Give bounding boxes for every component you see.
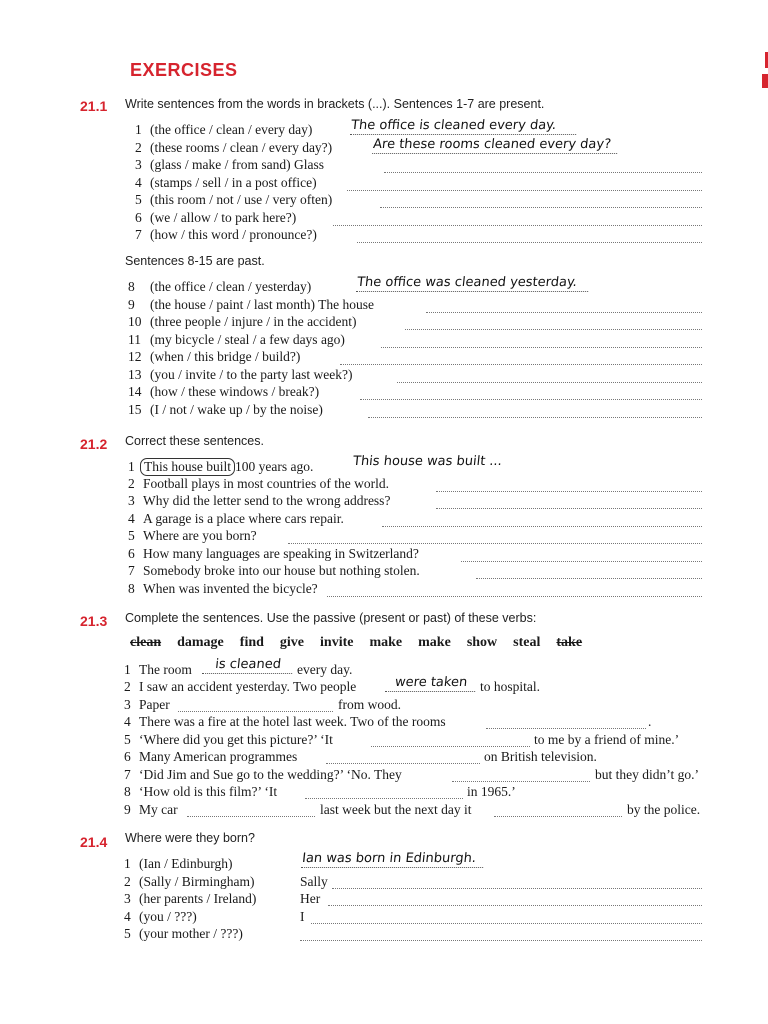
exercise-item: 7 Somebody broke into our house but nothing stolen. <box>128 563 420 578</box>
handwritten-answer: This house was built ... <box>352 454 503 469</box>
exercise-item: 2 I saw an accident yesterday. Two people <box>124 679 357 694</box>
answer-line[interactable] <box>381 347 702 348</box>
sentence-start: I <box>300 909 305 924</box>
verb: find <box>239 635 264 650</box>
sentence-start: Sally <box>300 874 328 889</box>
sentence-start: Her <box>300 891 321 906</box>
verb: show <box>466 635 498 650</box>
exercise-item: 14 (how / these windows / break?) <box>128 384 320 399</box>
exercise-item: 6 Many American programmes <box>124 749 298 764</box>
exercise-text: on British television. <box>484 749 597 764</box>
exercise-item: 7 ‘Did Jim and Sue go to the wedding?’ ‘No. They <box>124 767 402 782</box>
answer-line[interactable] <box>397 382 702 383</box>
section-instruction: Where were they born? <box>125 831 255 845</box>
handwritten-answer: is cleaned <box>202 657 294 674</box>
exercise-item: 5 ‘Where did you get this picture?’ ‘It <box>124 732 333 747</box>
exercise-text: from wood. <box>338 697 401 712</box>
page-edge-marker <box>762 52 768 94</box>
answer-line[interactable] <box>436 491 702 492</box>
exercise-item: 1 The room <box>124 662 192 677</box>
exercise-text: to me by a friend of mine.’ <box>534 732 680 747</box>
exercise-item: 12 (when / this bridge / build?) <box>128 349 301 364</box>
exercise-item: 2 Football plays in most countries of the world. <box>128 476 389 491</box>
exercise-text: . <box>648 714 652 729</box>
exercise-item: 1 (Ian / Edinburgh) <box>124 856 233 871</box>
exercise-item: 8 (the office / clean / yesterday) <box>128 279 312 294</box>
exercise-item: 6 (we / allow / to park here?) <box>135 210 297 225</box>
section-number: 21.1 <box>80 98 108 114</box>
answer-line[interactable] <box>368 417 702 418</box>
answer-line[interactable] <box>426 312 702 313</box>
answer-line[interactable] <box>452 781 590 782</box>
answer-line[interactable] <box>187 816 315 817</box>
exercise-item: 6 How many languages are speaking in Switzerland? <box>128 546 419 561</box>
exercise-item: 10 (three people / injure / in the accident) <box>128 314 357 329</box>
answer-line[interactable] <box>328 905 702 906</box>
exercise-item: 5 (this room / not / use / very often) <box>135 192 333 207</box>
handwritten-answer: Are these rooms cleaned every day? <box>372 137 619 154</box>
answer-line[interactable] <box>340 364 702 365</box>
exercise-item: 4 (stamps / sell / in a post office) <box>135 175 317 190</box>
section-instruction: Correct these sentences. <box>125 434 264 448</box>
answer-line[interactable] <box>178 711 333 712</box>
answer-line[interactable] <box>382 526 702 527</box>
circled-error: This house built <box>140 458 235 476</box>
exercise-text: in 1965.’ <box>467 784 516 799</box>
handwritten-answer: were taken <box>385 675 477 692</box>
exercise-item: 2 (these rooms / clean / every day?) <box>135 140 333 155</box>
answer-line[interactable] <box>357 242 702 243</box>
exercise-item: 11 (my bicycle / steal / a few days ago) <box>128 332 345 347</box>
exercise-text: but they didn’t go.’ <box>595 767 699 782</box>
answer-line[interactable] <box>461 561 702 562</box>
answer-line[interactable] <box>360 399 702 400</box>
verb: steal <box>513 635 541 650</box>
exercise-item: 5 Where are you born? <box>128 528 257 543</box>
answer-line[interactable] <box>494 816 622 817</box>
exercise-item: 4 A garage is a place where cars repair. <box>128 511 344 526</box>
verb: make <box>418 635 451 650</box>
answer-line[interactable] <box>384 172 702 173</box>
answer-line[interactable] <box>380 207 702 208</box>
exercise-item: 13 (you / invite / to the party last week?) <box>128 367 353 382</box>
exercise-item: 4 (you / ???) <box>124 909 197 924</box>
exercise-item: 3 (glass / make / from sand) Glass <box>135 157 324 172</box>
exercise-item: 3 Paper <box>124 697 170 712</box>
answer-line[interactable] <box>311 923 702 924</box>
section-number: 21.3 <box>80 613 108 629</box>
verb: damage <box>177 635 224 650</box>
answer-line[interactable] <box>300 940 702 941</box>
verb-list <box>130 635 582 651</box>
answer-line[interactable] <box>305 798 463 799</box>
page-title: EXERCISES <box>130 60 238 80</box>
exercise-item: 9 My car <box>124 802 178 817</box>
verb: invite <box>320 635 354 650</box>
answer-line[interactable] <box>436 508 702 509</box>
answer-line[interactable] <box>326 763 480 764</box>
section-number: 21.4 <box>80 834 108 850</box>
verb: make <box>369 635 403 650</box>
section-instruction: Complete the sentences. Use the passive (present or past) of these verbs: <box>125 611 537 625</box>
handwritten-answer: The office was cleaned yesterday. <box>356 275 590 292</box>
exercise-item: 1 (the office / clean / every day) <box>135 122 313 137</box>
answer-line[interactable] <box>333 225 702 226</box>
handwritten-answer: Ian was born in Edinburgh. <box>301 851 485 868</box>
exercise-item: 3 (her parents / Ireland) <box>124 891 257 906</box>
answer-line[interactable] <box>347 190 702 191</box>
section-instruction: Write sentences from the words in brackets (...). Sentences 1-7 are present. <box>125 97 545 111</box>
exercise-item: 5 (your mother / ???) <box>124 926 243 941</box>
exercise-item: 2 (Sally / Birmingham) <box>124 874 255 889</box>
verb-crossed-out: clean <box>130 635 162 650</box>
verb-crossed-out: take <box>556 635 583 650</box>
section-number: 21.2 <box>80 436 108 452</box>
exercise-item: 4 There was a fire at the hotel last week. Two of the rooms <box>124 714 446 729</box>
answer-line[interactable] <box>327 596 702 597</box>
exercise-item: 1 This house built 100 years ago. <box>128 459 314 474</box>
answer-line[interactable] <box>476 578 702 579</box>
section-sub-instruction: Sentences 8-15 are past. <box>125 254 265 268</box>
answer-line[interactable] <box>332 888 702 889</box>
exercise-text: last week but the next day it <box>320 802 472 817</box>
verb: give <box>279 635 305 650</box>
exercise-item: 3 Why did the letter send to the wrong address? <box>128 493 391 508</box>
exercise-text: every day. <box>297 662 353 677</box>
exercise-item: 9 (the house / paint / last month) The house <box>128 297 374 312</box>
answer-line[interactable] <box>486 728 646 729</box>
answer-line[interactable] <box>405 329 702 330</box>
exercise-text: by the police. <box>627 802 701 817</box>
exercise-item: 15 (I / not / wake up / by the noise) <box>128 402 323 417</box>
exercise-item: 8 When was invented the bicycle? <box>128 581 318 596</box>
exercise-item: 7 (how / this word / pronounce?) <box>135 227 317 242</box>
exercise-text: to hospital. <box>480 679 540 694</box>
answer-line[interactable] <box>288 543 702 544</box>
answer-line[interactable] <box>371 746 530 747</box>
exercise-item: 8 ‘How old is this film?’ ‘It <box>124 784 278 799</box>
handwritten-answer: The office is cleaned every day. <box>350 118 578 135</box>
